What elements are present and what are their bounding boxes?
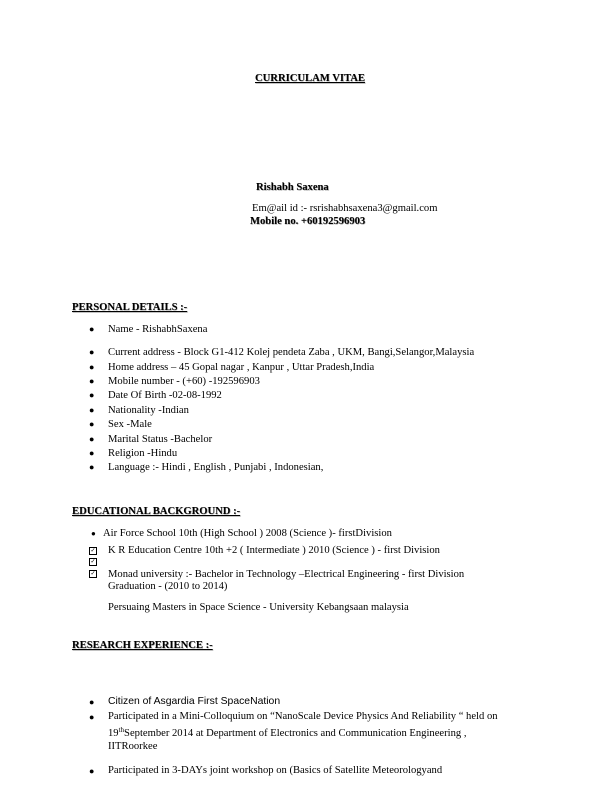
bullet-icon: ● — [89, 766, 95, 776]
bullet-icon: ● — [89, 697, 95, 707]
checkbox-icon: ✓ — [90, 548, 96, 554]
personal-item-nationality: Nationality -Indian — [108, 405, 189, 416]
research-item-colloquium-place: IITRoorkee — [108, 741, 158, 752]
research-item-asgardia: Citizen of Asgardia First SpaceNation — [108, 696, 281, 707]
email-line: Em@ail id :- rsrishabhsaxena3@gmail.com — [252, 203, 438, 214]
education-item-bachelor: Monad university :- Bachelor in Technology –Electrical Engineering - first Division — [108, 569, 465, 580]
bullet-icon: ● — [89, 324, 95, 334]
mobile-line: Mobile no. +60192596903 — [250, 216, 366, 227]
personal-item-home-address: Home address – 45 Gopal nagar , Kanpur , Uttar Pradesh,India — [108, 362, 375, 373]
colloquium-day-suffix: th — [118, 726, 125, 734]
personal-item-mobile: Mobile number - (+60) -192596903 — [108, 376, 260, 387]
personal-details-heading: PERSONAL DETAILS :- — [72, 302, 188, 313]
education-item-masters: Persuaing Masters in Space Science - University Kebangsaan malaysia — [108, 602, 409, 613]
bullet-icon: ● — [91, 529, 96, 538]
bullet-icon: ● — [89, 390, 95, 400]
personal-item-sex: Sex -Male — [108, 419, 152, 430]
colloquium-day: 19 — [108, 728, 119, 739]
bullet-icon: ● — [89, 462, 95, 472]
colloquium-details: September 2014 at Department of Electronics and Communication Engineering , — [124, 728, 467, 739]
research-item-workshop: Participated in 3-DAYs joint workshop on (Basics of Satellite Meteorologyand — [108, 765, 443, 776]
personal-item-marital-status: Marital Status -Bachelor — [108, 434, 213, 445]
education-item-school: Air Force School 10th (High School ) 2008 (Science )- firstDivision — [103, 528, 392, 539]
personal-item-language: Language :- Hindi , English , Punjabi , Indonesian, — [108, 462, 324, 473]
bullet-icon: ● — [89, 448, 95, 458]
bullet-icon: ● — [89, 376, 95, 386]
education-item-bachelor-years: Graduation - (2010 to 2014) — [108, 581, 228, 592]
checkbox-icon: ✓ — [90, 559, 96, 565]
bullet-icon: ● — [89, 712, 95, 722]
document-title: CURRICULAM VITAE — [255, 73, 365, 84]
personal-item-current-address: Current address - Block G1-412 Kolej pendeta Zaba , UKM, Bangi,Selangor,Malaysia — [108, 347, 475, 358]
bullet-icon: ● — [89, 347, 95, 357]
personal-item-religion: Religion -Hindu — [108, 448, 178, 459]
research-item-colloquium: Participated in a Mini-Colloquium on “NanoScale Device Physics And Reliability “ held on — [108, 711, 498, 722]
bullet-icon: ● — [89, 419, 95, 429]
personal-item-name: Name - RishabhSaxena — [108, 324, 208, 335]
research-item-colloquium-date — [108, 726, 466, 740]
education-item-intermediate: K R Education Centre 10th +2 ( Intermediate ) 2010 (Science ) - first Division — [108, 545, 440, 556]
checkbox-icon: ✓ — [90, 571, 96, 577]
candidate-name: Rishabh Saxena — [256, 182, 329, 193]
bullet-icon: ● — [89, 362, 95, 372]
education-heading: EDUCATIONAL BACKGROUND :- — [72, 506, 241, 517]
bullet-icon: ● — [89, 434, 95, 444]
research-heading: RESEARCH EXPERIENCE :- — [72, 640, 213, 651]
bullet-icon: ● — [89, 405, 95, 415]
personal-item-dob: Date Of Birth -02-08-1992 — [108, 390, 222, 401]
